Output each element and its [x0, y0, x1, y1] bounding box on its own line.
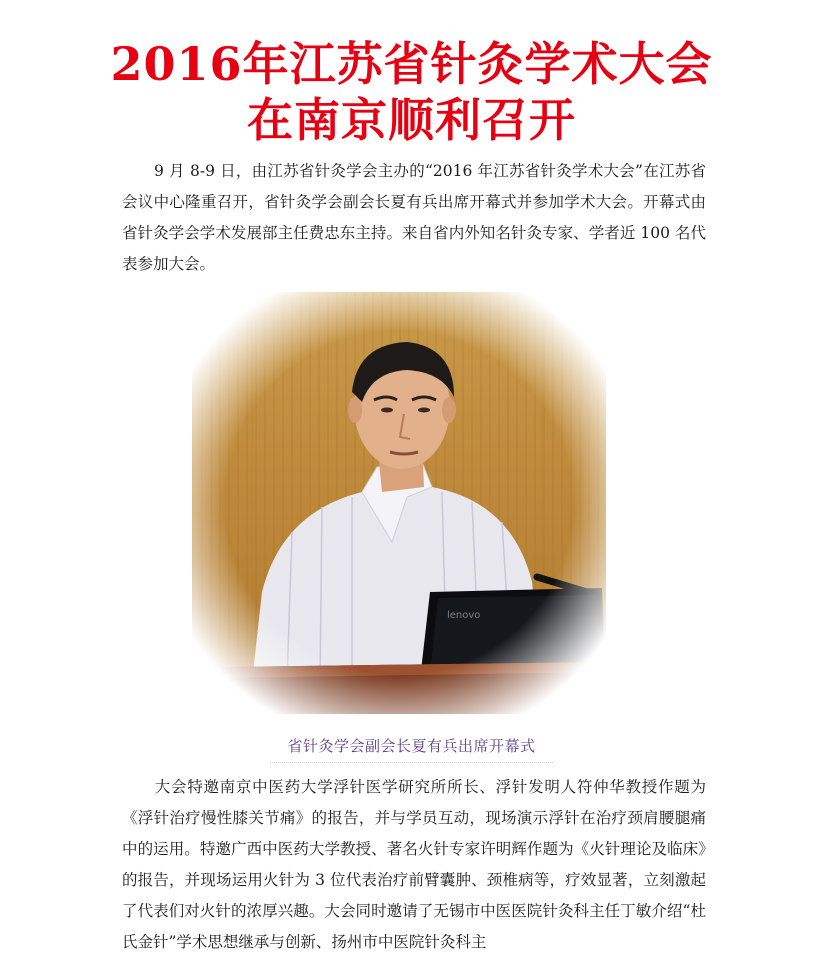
intro-text: 9 月 8-9 日，由江苏省针灸学会主办的“2016 年江苏省针灸学术大会”在江苏省会议中心隆重召开，省针灸学会副会长夏有兵出席开幕式并参加学术大会。开幕式由省针灸学会学术发展部主任费忠东主持。来自省内外知名针灸专家、学者近 100 名代表参加大会。 [122, 162, 706, 273]
page-title-line-1: 2016年江苏省针灸学术大会 [110, 37, 713, 91]
page-title-line-2: 在南京顺利召开 [247, 93, 576, 147]
speaker-photo [192, 292, 606, 714]
body-paragraph [122, 772, 706, 958]
laptop-brand-label: lenovo [447, 610, 481, 621]
caption-divider [270, 762, 553, 763]
intro-paragraph [122, 156, 706, 280]
body-text: 大会特邀南京中医药大学浮针医学研究所所长、浮针发明人符仲华教授作题为《浮针治疗慢性膝关节痛》的报告，并与学员互动，现场演示浮针在治疗颈肩腰腿痛中的运用。特邀广西中医药大学教授、著名火针专家许明辉作题为《火针理论及临床》的报告，并现场运用火针为 3 位代表治疗前臂囊肿、颈椎病等，疗效显著，立刻激起了代表们对火针的浓厚兴趣。大会同时邀请了无锡市中医医院针灸科主任丁敏介绍“杜氏金针”学术思想继承与创新、扬州市中医院针灸科主 [122, 778, 706, 951]
speaker-photo-image [192, 292, 606, 714]
photo-caption: 省针灸学会副会长夏有兵出席开幕式 [287, 737, 536, 755]
speaker-illustration [192, 292, 606, 714]
